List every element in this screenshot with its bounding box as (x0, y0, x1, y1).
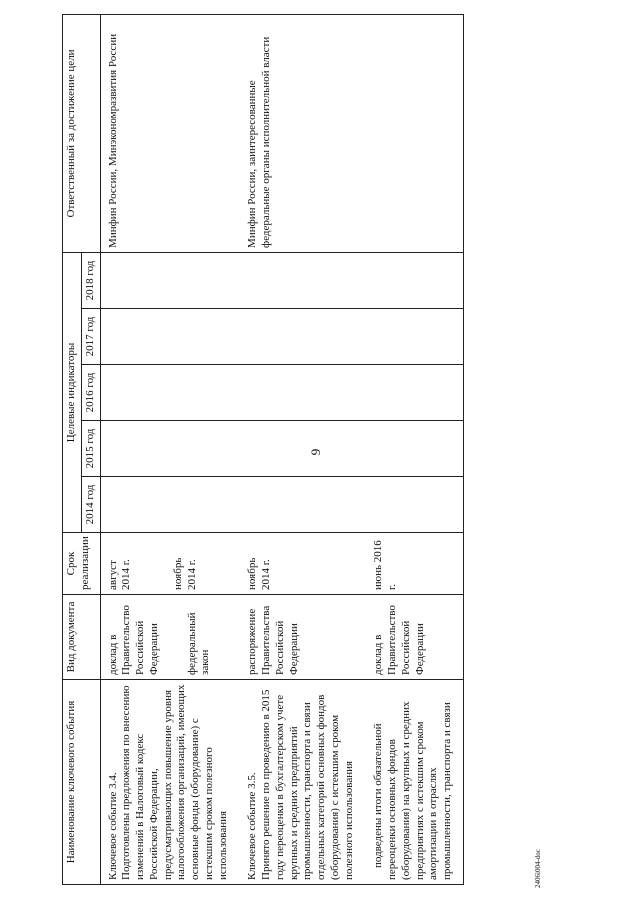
indicator-cell (370, 309, 463, 365)
indicator-cell (370, 252, 463, 308)
header-indicators: Целевые индикаторы (63, 252, 82, 532)
indicator-cell (100, 309, 244, 365)
doc-type: доклад в Правительство Российской Федерации (106, 605, 160, 675)
header-year-2018: 2018 год (81, 252, 100, 308)
responsible: Минфин России, заинтересованные федеральные органы исполнительной власти (246, 36, 272, 248)
indicator-cell (244, 309, 370, 365)
responsible: Минфин России, Минэкономразвития России (106, 33, 119, 248)
event-name: Ключевое событие 3.4. Подготовлены предложения по внесению изменений в Налоговый кодекс Российской Федерации, предусматривающих повышение уровня налогообложения организаций, имеющих основные фонды (оборудование) с истекшим сроком полезного использования (106, 684, 229, 880)
term: ноябрь 2014 г. (246, 557, 272, 590)
page-number: 9 (308, 448, 323, 456)
indicator-cell (100, 421, 244, 477)
header-doc-type: Вид документа (63, 595, 101, 680)
term: июнь 2016 г. (372, 540, 398, 590)
indicator-cell (370, 421, 463, 477)
indicator-cell (244, 252, 370, 308)
key-events-table (62, 14, 464, 885)
indicator-cell (100, 252, 244, 308)
doc-type: распоряжение Правительства Российской Федерации (246, 605, 300, 675)
indicator-cell (244, 365, 370, 421)
indicator-cell (244, 477, 370, 533)
header-responsible: Ответственный за достижение цели (63, 14, 101, 252)
footer-file-name: 2406i004-doc (534, 849, 542, 888)
header-name: Наименование ключевого события (63, 680, 101, 885)
term: ноябрь 2014 г. (172, 557, 198, 590)
header-year-2017: 2017 год (81, 309, 100, 365)
table-row (100, 14, 244, 884)
event-name: подведены итоги обязательной переоценки основных фондов (оборудования) на крупных и средних предприятиях с истекшим сроком амортизации в отраслях промышленности, транспорта и связи (372, 701, 453, 880)
term: август 2014 г. (106, 559, 133, 590)
event-name: Ключевое событие 3.5. Принято решение по проведению в 2015 году переоценки в бухгалтерском учете крупных и средних предприятий промышленности, транспорта и связи отдельных категорий основных фондов (оборудования) с истекшим сроком полезного использования (246, 689, 355, 880)
header-year-2016: 2016 год (81, 365, 100, 421)
header-year-2014: 2014 год (81, 477, 100, 533)
rotated-table-sheet (62, 15, 637, 885)
indicator-cell (100, 477, 244, 533)
header-term: Срок реализации (63, 533, 101, 595)
indicator-cell (370, 365, 463, 421)
table-row (244, 14, 370, 884)
doc-type: федеральный закон (185, 612, 212, 675)
header-year-2015: 2015 год (81, 421, 100, 477)
indicator-cell (100, 365, 244, 421)
indicator-cell (370, 477, 463, 533)
indicator-cell (244, 421, 370, 477)
doc-type: доклад в Правительство Российской Федерации (372, 605, 426, 675)
table-row (370, 14, 463, 884)
